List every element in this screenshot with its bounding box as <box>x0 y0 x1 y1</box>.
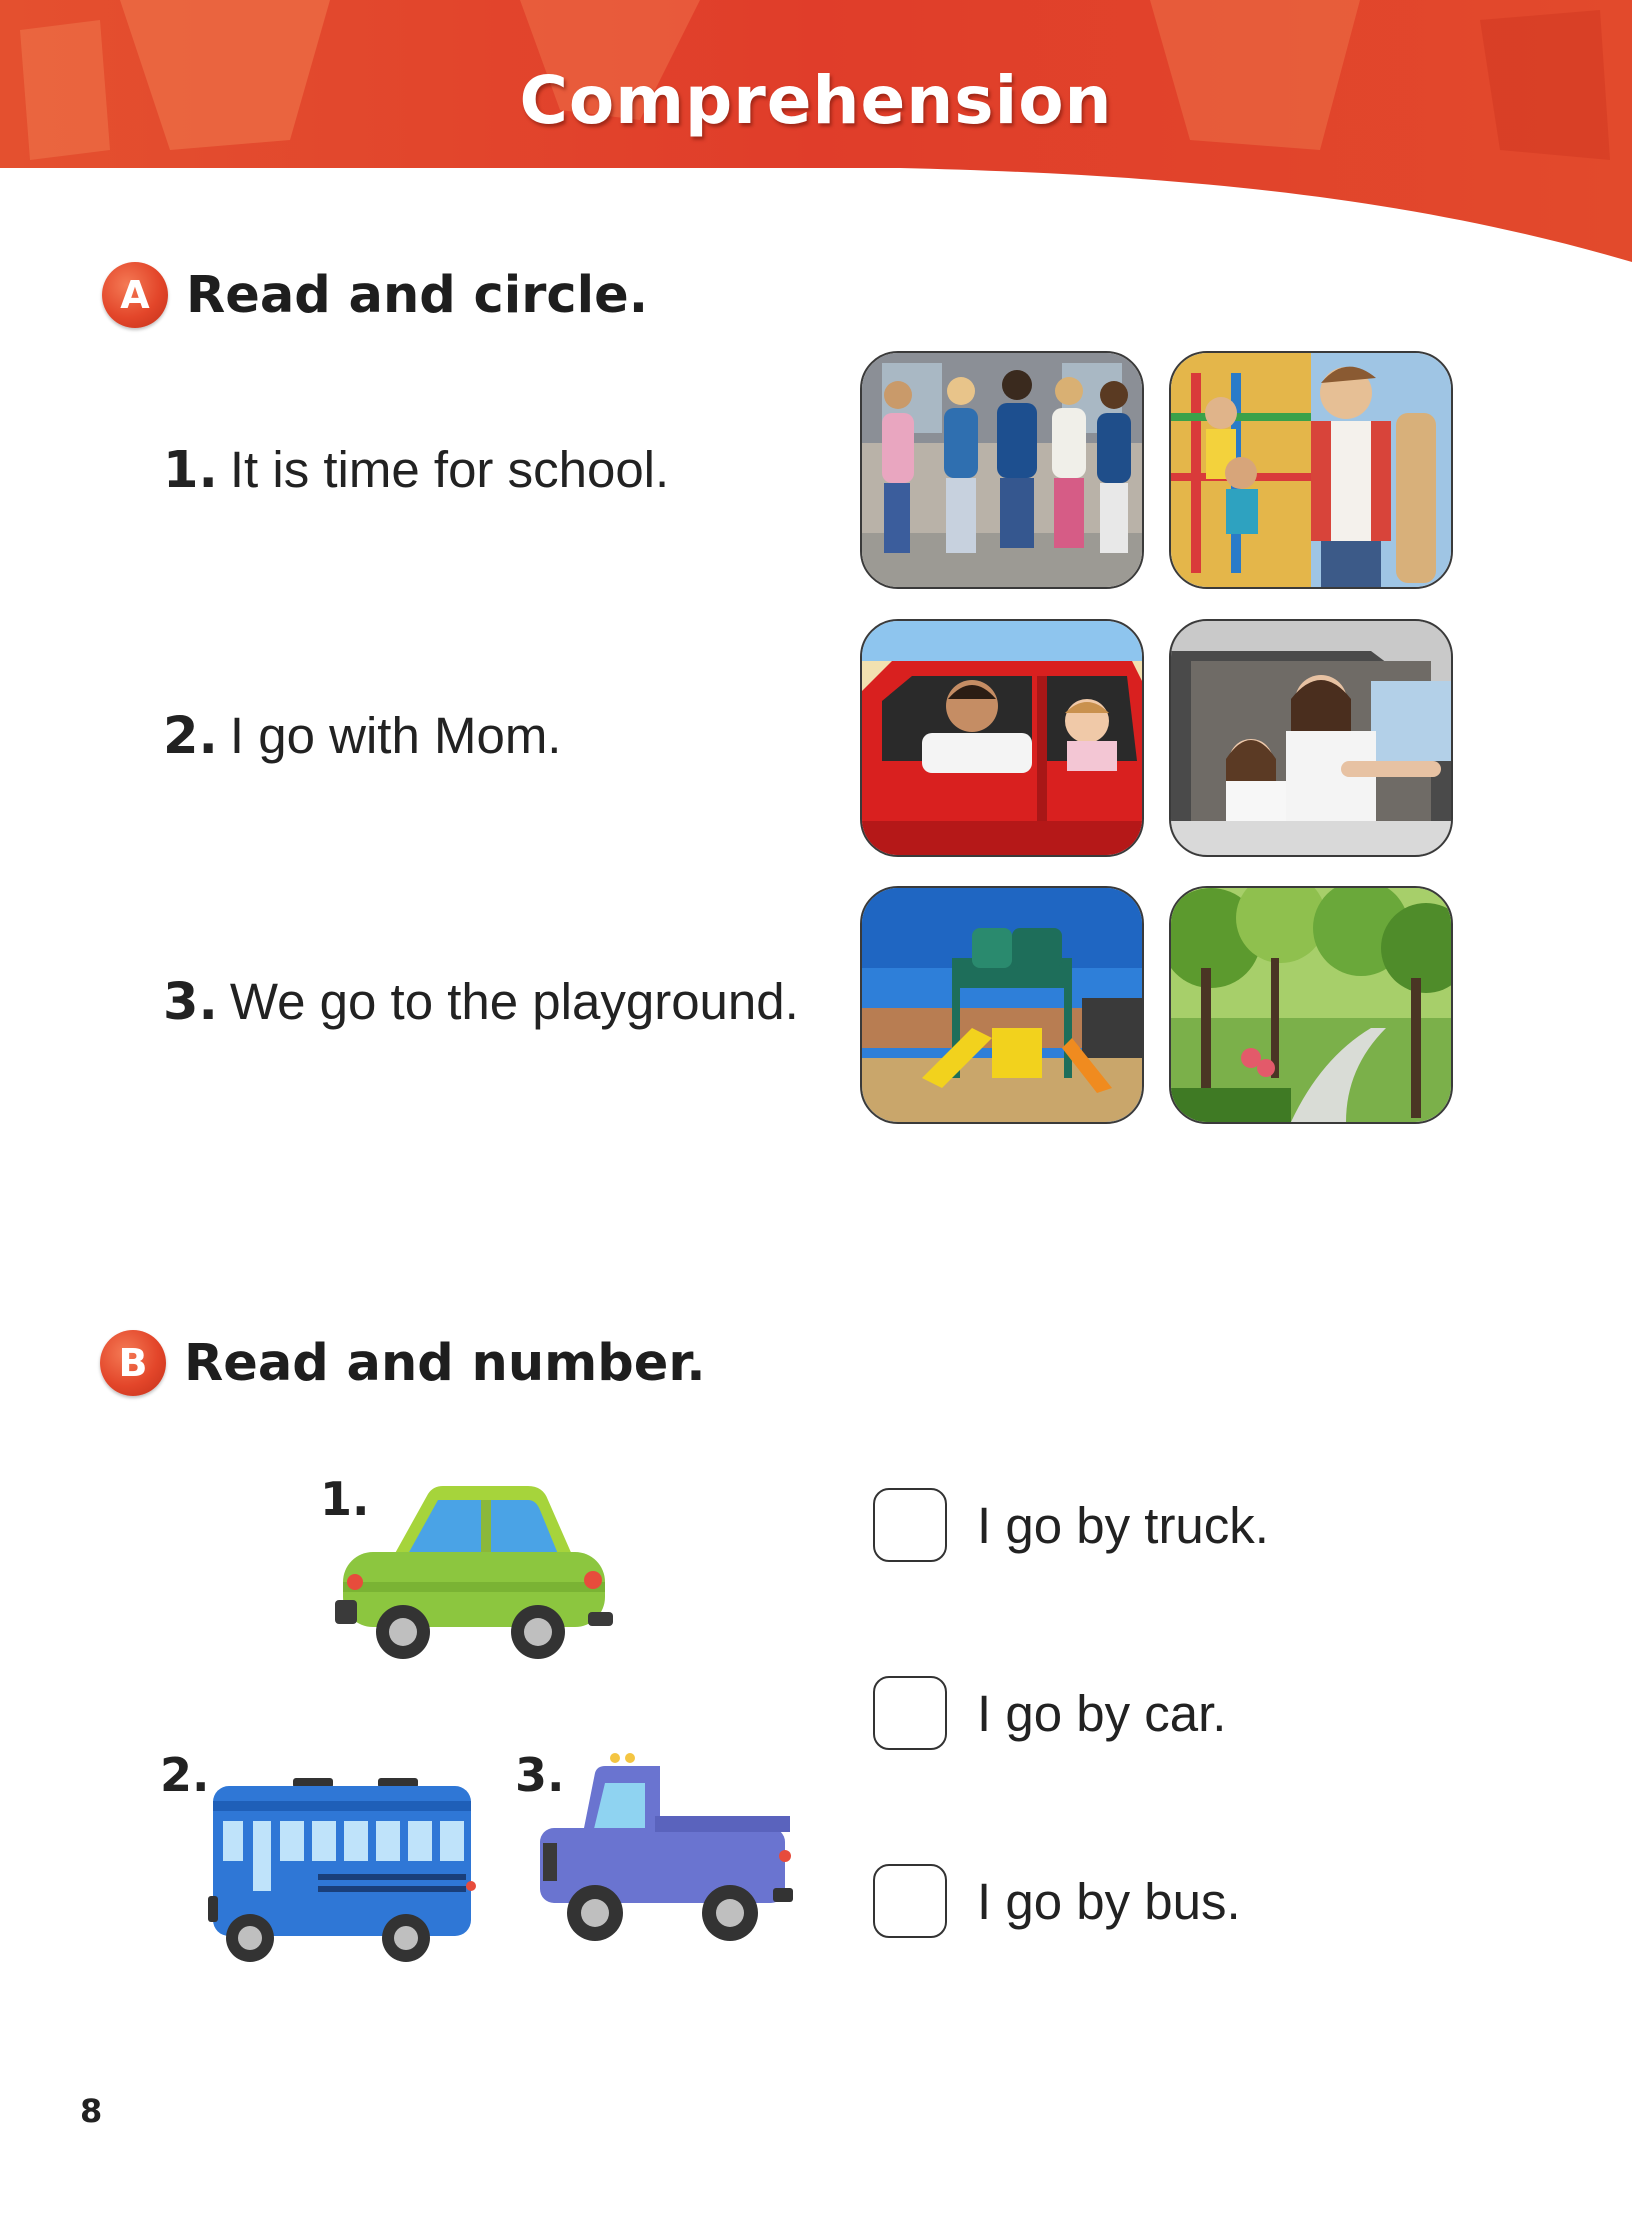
answer-box-car[interactable] <box>873 1676 947 1750</box>
photo-dad-and-child-in-red-car[interactable] <box>860 619 1144 857</box>
purple-truck-image <box>535 1748 795 1952</box>
sentence-1 <box>163 440 669 500</box>
section-b-title: Read and number. <box>184 1333 706 1393</box>
option-text: I go by truck. <box>977 1496 1269 1554</box>
photo-park-path-with-trees[interactable] <box>1169 886 1453 1124</box>
section-b-header <box>100 1330 706 1396</box>
header-banner <box>0 0 1632 270</box>
section-a-header <box>102 262 648 328</box>
page-number: 8 <box>80 2092 103 2130</box>
section-a-badge: A <box>102 262 168 328</box>
green-car-image <box>333 1482 613 1671</box>
sentence-number: 3. <box>163 973 218 1032</box>
answer-box-truck[interactable] <box>873 1488 947 1562</box>
vehicle-number-1: 1. <box>320 1472 370 1526</box>
sentence-number: 1. <box>163 441 218 500</box>
option-text: I go by car. <box>977 1684 1227 1742</box>
vehicle-number-2: 2. <box>160 1748 210 1802</box>
page-title: Comprehension <box>519 62 1113 139</box>
photo-playground-slide-structure[interactable] <box>860 886 1144 1124</box>
photo-mom-and-daughter-driving[interactable] <box>1169 619 1453 857</box>
sentence-number: 2. <box>163 707 218 766</box>
sentence-text: It is time for school. <box>229 441 670 498</box>
sentence-3 <box>163 972 799 1032</box>
photo-children-walking-to-school[interactable] <box>860 351 1144 589</box>
answer-box-bus[interactable] <box>873 1864 947 1938</box>
option-truck <box>873 1488 1269 1562</box>
section-b-badge: B <box>100 1330 166 1396</box>
blue-bus-image <box>208 1776 478 1970</box>
option-bus <box>873 1864 1241 1938</box>
section-a-title: Read and circle. <box>186 265 649 325</box>
vehicle-number-3: 3. <box>515 1748 565 1802</box>
sentence-2 <box>163 706 561 766</box>
option-text: I go by bus. <box>977 1872 1241 1930</box>
photo-children-on-playground-climber[interactable] <box>1169 351 1453 589</box>
sentence-text: I go with Mom. <box>229 707 562 764</box>
sentence-text: We go to the playground. <box>229 973 799 1030</box>
option-car <box>873 1676 1226 1750</box>
